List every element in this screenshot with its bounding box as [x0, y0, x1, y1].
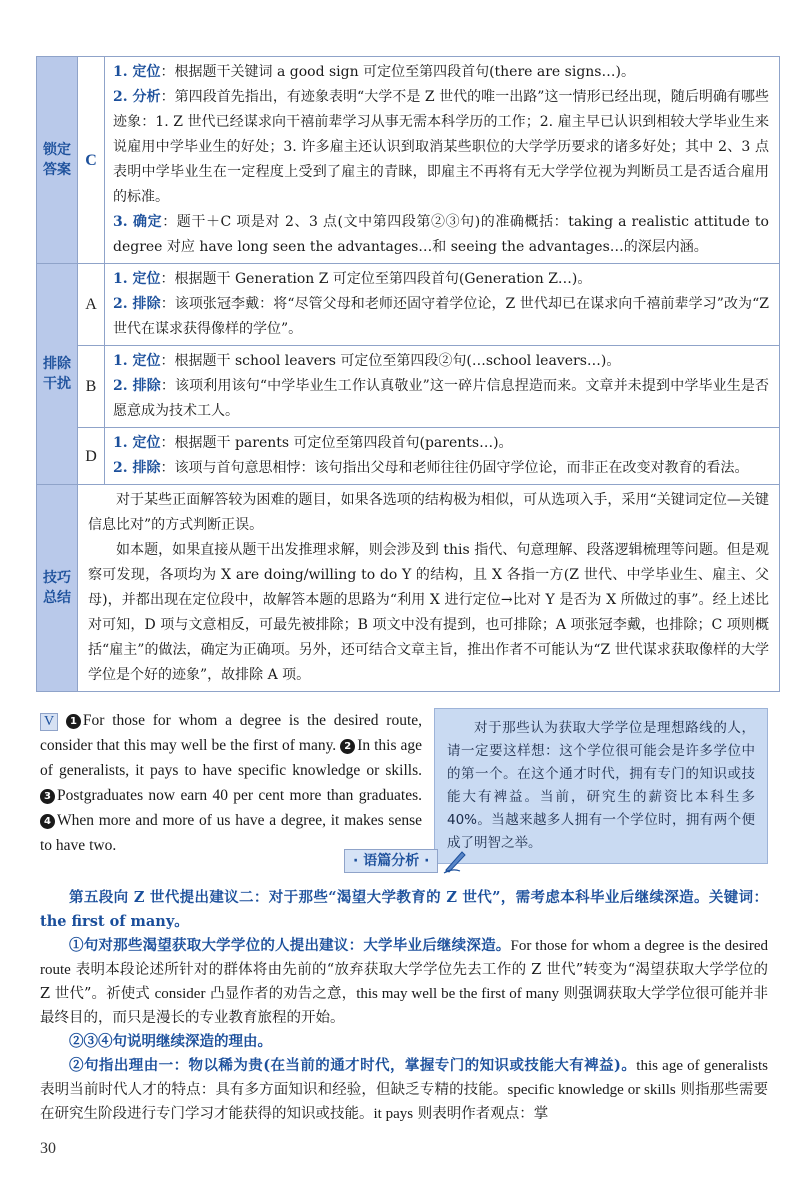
sentence: When more and more of us have a degree, it makes sense to have two.: [40, 812, 422, 854]
answer-line: 3. 确定：题干＋C 项是对 2、3 点(文中第四段第②③句)的准确概括：taking a realistic attitude to degree 对应 have long seen the advantages…和 seeing the advantages…的深层内涵。: [113, 214, 769, 255]
sentence: For those for whom a degree is the desired route, consider that this may well be the first of many.: [40, 712, 423, 754]
sentence-marker-4: 4: [40, 814, 55, 829]
answer-explanation: [105, 57, 780, 264]
sentence-marker-2: 2: [340, 739, 355, 754]
category-lock-answer: 锁定答案: [37, 57, 78, 264]
tips-row: [37, 485, 780, 692]
answer-line: 1. 定位：根据题干关键词 a good sign 可定位至第四段首句(there are signs…)。: [113, 64, 635, 80]
answer-row: [37, 57, 780, 264]
section-title: · 语篇分析 ·: [344, 849, 438, 873]
analysis-table: [36, 56, 780, 692]
analysis-paragraph: ②③④句说明继续深造的理由。: [69, 1033, 272, 1050]
category-exclude-distractors: 排除干扰: [37, 264, 78, 485]
passage-paragraph-5: [40, 708, 422, 858]
distractor-explanation: 1. 定位：根据题干 parents 可定位至第四段首句(parents…)。 2. 排除：该项与首句意思相悖：该句指出父母和老师往往仍固守学位论，而非正在改变对教育的看法。: [105, 428, 780, 485]
analysis-paragraph: ①句对那些渴望获取大学学位的人提出建议：大学毕业后继续深造。For those for whom a degree is the desired route 表明本段论述所针对的群体将由先前的“放弃获取大学学位先去工作的 Z 世代”转变为“渴望获取大学学位的 Z 世代”。祈使式 consider 凸显作者的劝告之意，this may well be the first of many 则强调获取大学学位很可能并非最终目的，而只是漫长的专业教育旅程的开始。: [40, 937, 768, 1026]
answer-option: C: [78, 57, 105, 264]
distractor-row: [37, 346, 780, 428]
analysis-paragraph: ②句指出理由一：物以稀为贵(在当前的通才时代，掌握专门的知识或技能大有裨益)。this age of generalists 表明当前时代人才的特点：具有多方面知识和经验，但缺乏专精的技能。specific knowledge or skills 则指那些需要在研究生阶段进行专门学习才能获得的知识或技能。it pays 则表明作者观点：掌: [40, 1057, 769, 1122]
distractor-option: D: [78, 428, 105, 485]
tips-paragraph: 如本题，如果直接从题干出发推理求解，则会涉及到 this 指代、句意理解、段落逻辑梳理等问题。但是观察可发现，各项均为 X are doing/willing to do Y 的结构，且 X 各指一方(Z 世代、中学毕业生、雇主、父母)，并都出现在定位段中，故解答本题的思路为“利用 X 进行定位→比对 Y 是否为 X 所做过的事”。经上述比对可知，D 项与文意相反，可最先被排除；B 项文中没有提到，也可排除；A 项张冠李戴，也排除；C 项则概括“雇主”的做法，确定为正确项。另外，还可结合文章主旨，推出作者不可能认为“Z 世代谋求获取像样的大学学位是个好的迹象”，故排除 A 项。: [88, 542, 769, 683]
translation-box: 对于那些认为获取大学学位是理想路线的人，请一定要这样想：这个学位很可能会是许多学位中的第一个。在这个通才时代，拥有专门的知识或技能大有裨益。当前，研究生的薪资比本科生多 40%。当越来越多人拥有一个学位时，拥有两个便成了明智之举。: [434, 708, 768, 864]
paragraph-number: V: [40, 713, 58, 731]
tips-text: [78, 485, 780, 692]
sentence: In this age of generalists, it pays to have specific knowledge or skills.: [40, 737, 422, 779]
sentence: Postgraduates now earn 40 per cent more than graduates.: [57, 787, 422, 804]
tips-paragraph: 对于某些正面解答较为困难的题目，如果各选项的结构极为相似，可从选项入手，采用“关键词定位—关键信息比对”的方式判断正误。: [88, 492, 769, 533]
discourse-analysis-body: [40, 886, 768, 1126]
sentence-marker-3: 3: [40, 789, 55, 804]
pen-icon: [442, 848, 468, 874]
distractor-row: [37, 428, 780, 485]
distractor-explanation: 1. 定位：根据题干 Generation Z 可定位至第四段首句(Generation Z…)。 2. 排除：该项张冠李戴：将“尽管父母和老师还固守着学位论，Z 世代却已在谋求向千禧前辈学习”改为“Z 世代在谋求获得像样的学位”。: [105, 264, 780, 346]
category-tips-summary: 技巧总结: [37, 485, 78, 692]
analysis-paragraph: 第五段向 Z 世代提出建议二：对于那些“渴望大学教育的 Z 世代”，需考虑本科毕业后继续深造。关键词：the first of many。: [40, 889, 768, 930]
sentence-marker-1: 1: [66, 714, 81, 729]
discourse-analysis-header: [344, 848, 468, 874]
page-number: 30: [40, 1140, 56, 1157]
distractor-option: B: [78, 346, 105, 428]
distractor-option: A: [78, 264, 105, 346]
distractor-explanation: 1. 定位：根据题干 school leavers 可定位至第四段②句(…school leavers…)。 2. 排除：该项利用该句“中学毕业生工作认真敬业”这一碎片信息捏造而来。文章并未提到中学毕业生是否愿意成为技术工人。: [105, 346, 780, 428]
answer-line: 2. 分析：第四段首先指出，有迹象表明“大学不是 Z 世代的唯一出路”这一情形已经出现，随后明确有哪些迹象：1. Z 世代已经谋求向干禧前辈学习从事无需本科学历的工作；2. 雇主早已认识到相较大学毕业生来说雇用中学毕业生的好处；3. 许多雇主还认识到取消某些职位的大学学历要求的诸多好处；其中 2、3 点表明中学毕业生在一定程度上受到了雇主的青睐，即雇主不再将有无大学学位视为判断员工是否适合雇用的标准。: [113, 89, 769, 205]
distractor-row: [37, 264, 780, 346]
